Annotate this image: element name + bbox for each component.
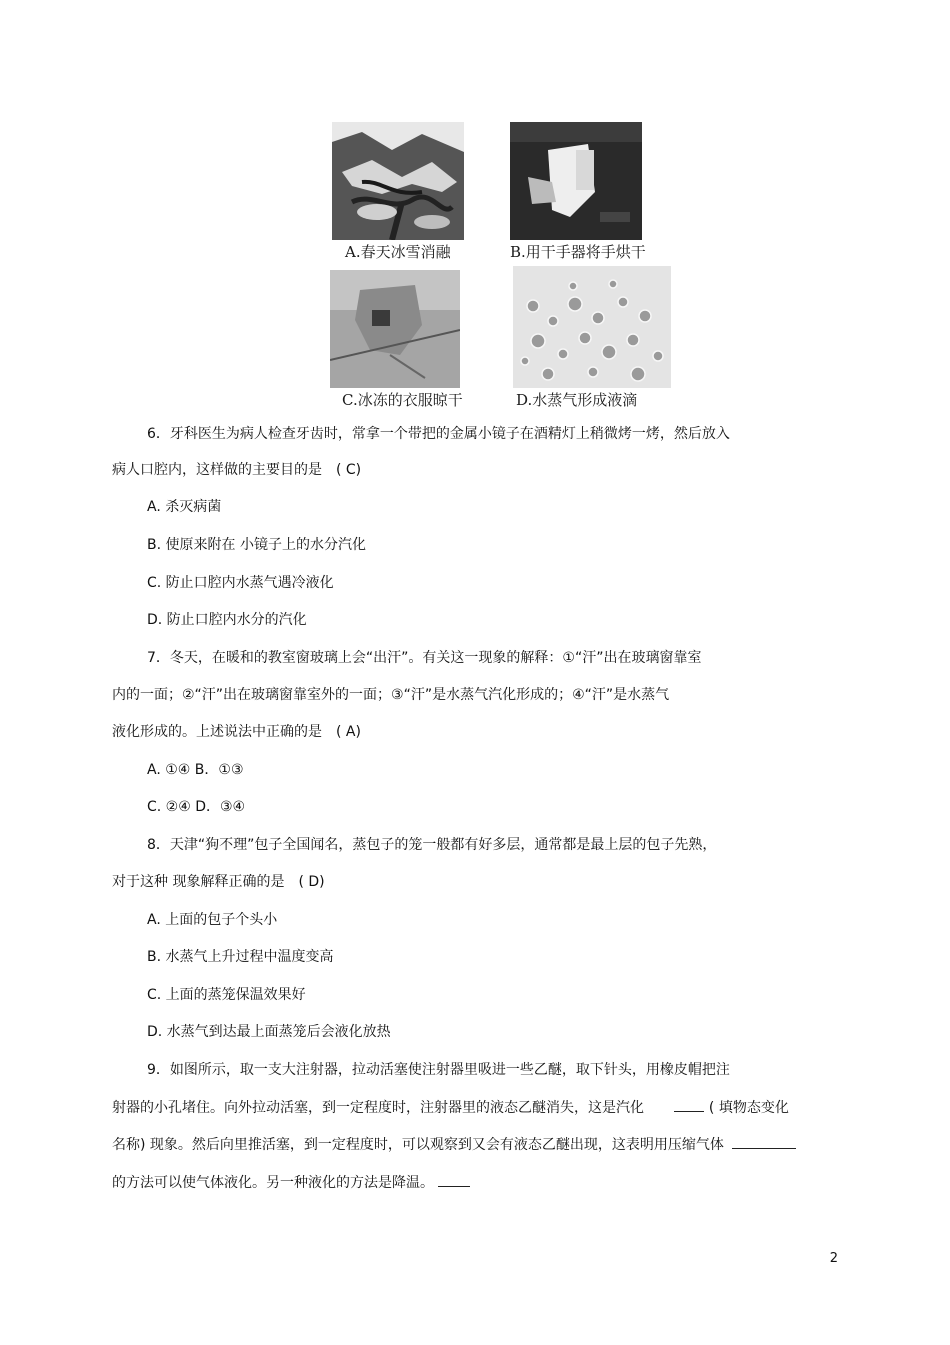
photo-water-droplets [513,266,671,388]
q9-blank-1 [674,1097,704,1112]
caption-c: C.冰冻的衣服晾干 [342,391,463,409]
q8-option-a: A. 上面的包子个头小 [147,912,278,928]
page-number: 2 [829,1251,838,1266]
q9-stem-line1: 9．如图所示，取一支大注射器，拉动活塞使注射器里吸进一些乙醚，取下针头，用橡皮帽把注 [147,1062,730,1078]
q7-stem-line2: 内的一面；②“汗”出在玻璃窗靠室外的一面；③“汗”是水蒸气汽化形成的；④“汗”是水蒸气 [112,687,670,703]
photo-hand-dryer [510,122,642,240]
q8-stem-line2: 对于这种 现象解释正确的是 ( D) [112,874,325,890]
q8-option-d: D. 水蒸气到达最上面蒸笼后会液化放热 [147,1024,391,1040]
q9-line3-text: 名称) 现象。然后向里推活塞，到一定程度时，可以观察到又会有液态乙醚出现，这表明用压缩气体 [112,1137,724,1153]
q6-stem-line2: 病人口腔内，这样做的主要目的是 ( C) [112,462,362,478]
q9-line4-text: 的方法可以使气体液化。另一种液化的方法是降温。 [112,1175,434,1191]
q9-line2-text: 射器的小孔堵住。向外拉动活塞，到一定程度时，注射器里的液态乙醚消失，这是汽化 [112,1100,644,1116]
q9-stem-line4 [112,1172,470,1193]
q8-option-c: C. 上面的蒸笼保温效果好 [147,987,306,1003]
q9-line2-suffix: ( 填物态变化 [708,1100,789,1116]
q6-stem-line1: 6．牙科医生为病人检查牙齿时，常拿一个带把的金属小镜子在酒精灯上稍微烤一烤，然后放入 [147,426,730,442]
caption-a: A.春天冰雪消融 [345,243,451,261]
q9-stem-line2 [112,1097,789,1118]
q6-option-c: C. 防止口腔内水蒸气遇冷液化 [147,575,334,591]
q6-option-a: A. 杀灭病菌 [147,499,222,515]
q7-stem-line3: 液化形成的。上述说法中正确的是 ( A) [112,724,361,740]
q9-blank-3 [438,1172,470,1187]
caption-d: D.水蒸气形成液滴 [516,391,638,409]
q8-stem-line1: 8．天津“狗不理”包子全国闻名，蒸包子的笼一般都有好多层，通常都是最上层的包子先熟， [147,837,717,853]
photo-frozen-clothes [330,270,460,388]
q7-options-cd: C. ②④ D．③④ [147,799,246,815]
q7-stem-line1: 7．冬天，在暖和的教室窗玻璃上会“出汗”。有关这一现象的解释：①“汗”出在玻璃窗靠室 [147,650,702,666]
q8-option-b: B. 水蒸气上升过程中温度变高 [147,949,334,965]
photo-snow-melting [332,122,464,240]
q9-stem-line3 [112,1134,796,1155]
caption-b: B.用干手器将手烘干 [510,243,646,261]
q6-option-d: D. 防止口腔内水分的汽化 [147,612,307,628]
q7-options-ab: A. ①④ B．①③ [147,762,244,778]
q6-option-b: B. 使原来附在 小镜子上的水分汽化 [147,537,366,553]
q9-blank-2 [732,1134,796,1149]
